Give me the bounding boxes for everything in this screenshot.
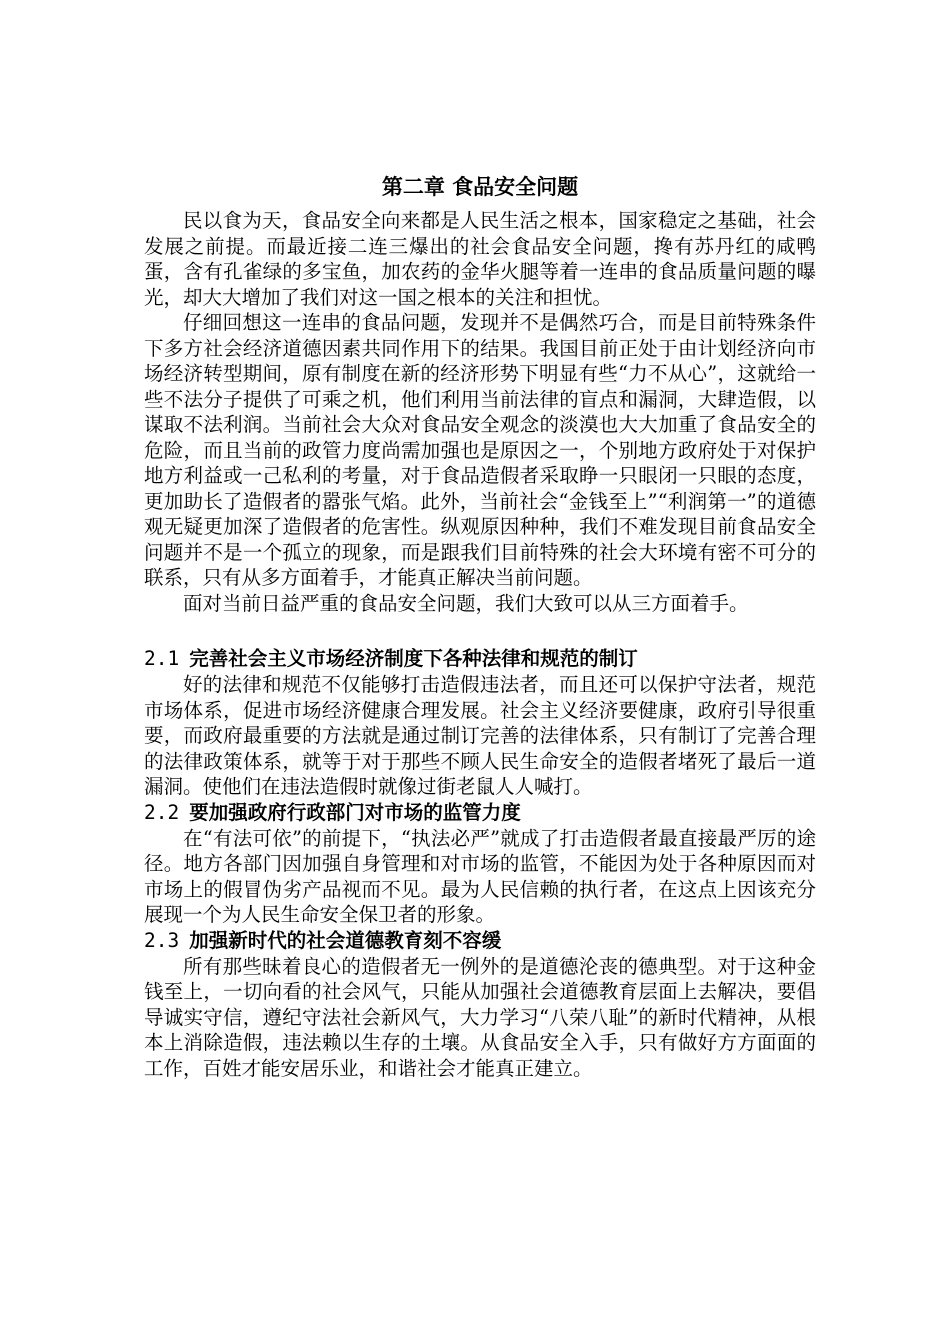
section-title: 要加强政府行政部门对市场的监管力度 — [189, 800, 521, 824]
causes-paragraph: 仔细回想这一连串的食品问题，发现并不是偶然巧合，而是目前特殊条件下多方社会经济道德因素共同作用下的结果。我国目前正处于由计划经济向市场经济转型期间，原有制度在新的经济形势下明显有些“力不从心”，这就给一些不法分子提供了可乘之机，他们利用当前法律的盲点和漏洞，大肆造假，以谋取不法利润。当前社会大众对食品安全观念的淡漠也大大加重了食品安全的危险，而且当前的政管力度尚需加强也是原因之一，个别地方政府处于对保护地方利益或一己私利的考量，对于食品造假者采取睁一只眼闭一只眼的态度，更加助长了造假者的嚣张气焰。此外，当前社会“金钱至上”“利润第一”的道德观无疑更加深了造假者的危害性。纵观原因种种，我们不难发现目前食品安全问题并不是一个孤立的现象，而是跟我们目前特殊的社会大环境有密不可分的联系，只有从多方面着手，才能真正解决当前问题。 — [144, 311, 816, 589]
chapter-title: 第二章 食品安全问题 — [381, 175, 579, 199]
section-2-3 — [144, 928, 816, 1082]
document-page — [144, 170, 816, 1081]
section-heading — [144, 928, 816, 954]
intro-paragraph: 民以食为天，食品安全向来都是人民生活之根本，国家稳定之基础，社会发展之前提。而最近接二连三爆出的社会食品安全问题，搀有苏丹红的咸鸭蛋，含有孔雀绿的多宝鱼，加农药的金华火腿等着一连串的食品质量问题的曝光，却大大增加了我们对这一国之根本的关注和担忧。 — [144, 209, 816, 309]
section-2-1 — [144, 646, 816, 800]
section-title: 加强新时代的社会道德教育刻不容缓 — [189, 928, 502, 952]
section-heading — [144, 800, 816, 826]
section-number: 2.1 — [144, 647, 180, 670]
section-title: 完善社会主义市场经济制度下各种法律和规范的制订 — [189, 647, 638, 670]
section-spacer — [144, 616, 816, 646]
approach-paragraph: 面对当前日益严重的食品安全问题，我们大致可以从三方面着手。 — [183, 591, 749, 615]
section-body: 所有那些昧着良心的造假者无一例外的是道德沦丧的德典型。对于这种金钱至上，一切向看的社会风气，只能从加强社会道德教育层面上去解决，要倡导诚实守信，遵纪守法社会新风气，大力学习“八荣八耻”的新时代精神，从根本上消除造假，违法赖以生存的土壤。从食品安全入手，只有做好方方面面的工作，百姓才能安居乐业，和谐社会才能真正建立。 — [144, 954, 816, 1080]
section-number: 2.3 — [144, 928, 180, 952]
section-heading — [144, 646, 816, 672]
section-2-2 — [144, 800, 816, 928]
section-body: 在“有法可依”的前提下，“执法必严”就成了打击造假者最直接最严厉的途径。地方各部门因加强自身管理和对市场的监管，不能因为处于各种原因而对市场上的假冒伪劣产品视而不见。最为人民信赖的执行者，在这点上因该充分展现一个为人民生命安全保卫者的形象。 — [144, 826, 816, 926]
section-body: 好的法律和规范不仅能够打击造假违法者，而且还可以保护守法者，规范市场体系，促进市场经济健康合理发展。社会主义经济要健康，政府引导很重要，而政府最重要的方法就是通过制订完善的法律体系，只有制订了完善合理的法律政策体系，就等于对于那些不顾人民生命安全的造假者堵死了最后一道漏洞。使他们在违法造假时就像过街老鼠人人喊打。 — [144, 673, 816, 798]
section-number: 2.2 — [144, 800, 180, 824]
